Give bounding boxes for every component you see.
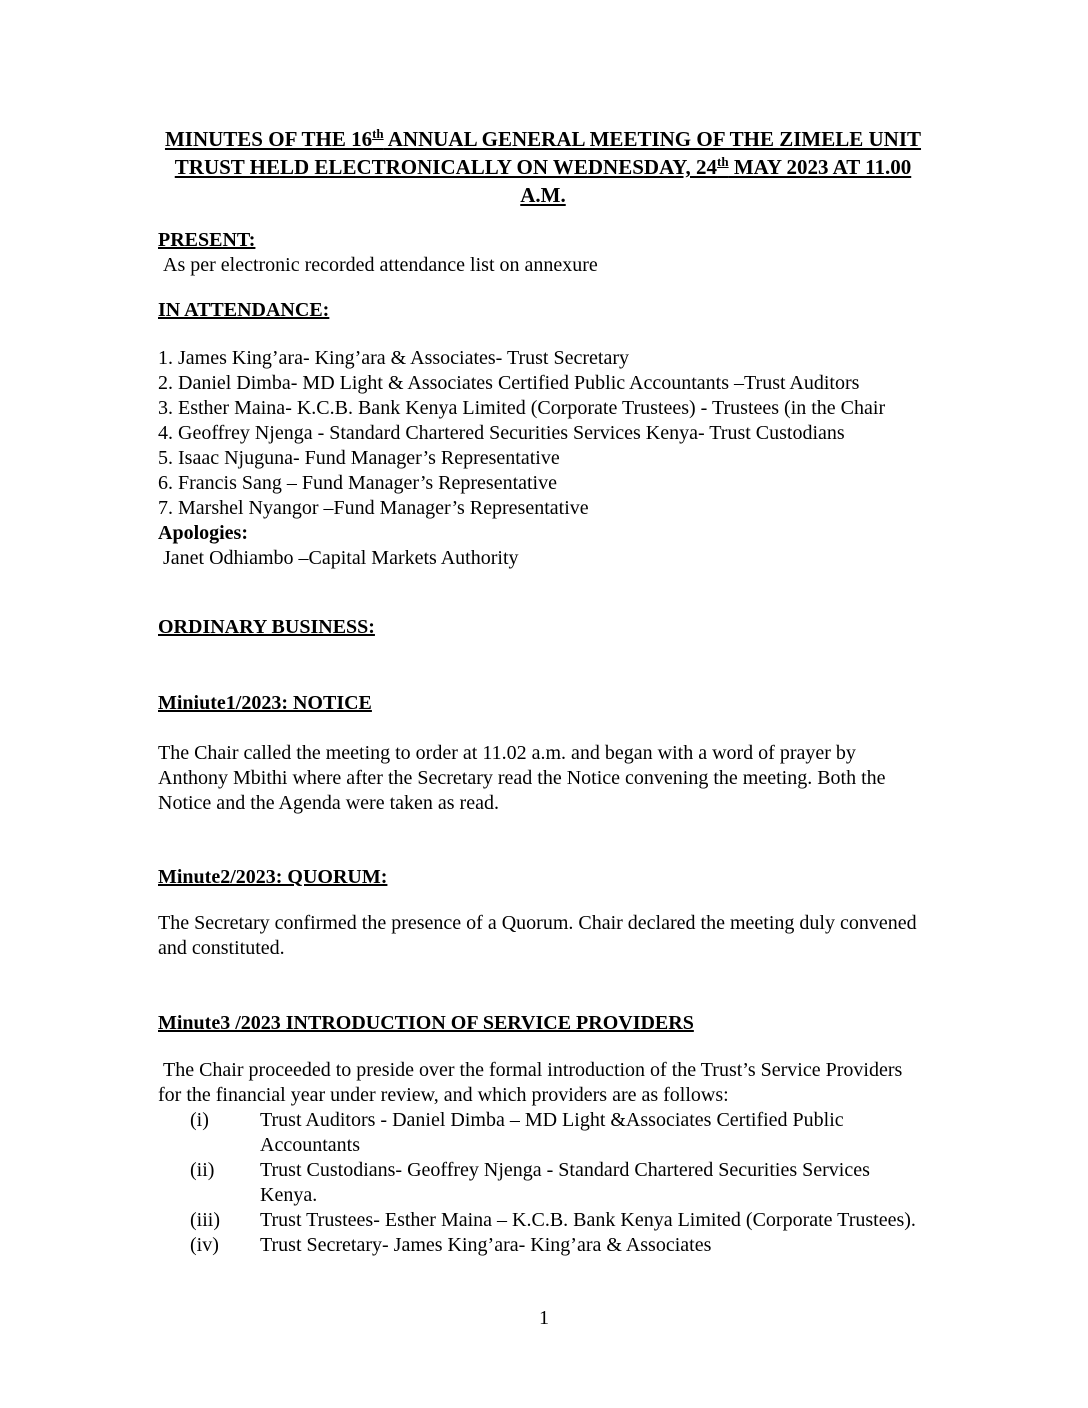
ordinary-business-heading: ORDINARY BUSINESS:: [158, 616, 375, 638]
attendance-item: 3. Esther Maina- K.C.B. Bank Kenya Limited (Corporate Trustees) - Trustees (in the Chair: [158, 397, 886, 419]
minute2-heading: Minute2/2023: QUORUM:: [158, 866, 388, 888]
apologies-body: Janet Odhiambo –Capital Markets Authority: [163, 547, 519, 569]
service-provider-item: [158, 1158, 928, 1208]
service-provider-text: Trust Trustees- Esther Maina – K.C.B. Bank Kenya Limited (Corporate Trustees).: [260, 1209, 916, 1231]
list-roman-numeral: (iv): [190, 1234, 219, 1256]
title-line-2: [158, 153, 928, 209]
list-roman-numeral: (ii): [190, 1159, 215, 1181]
minute2-body: The Secretary confirmed the presence of a Quorum. Chair declared the meeting duly convened and constituted.: [158, 912, 917, 959]
minute3-intro: The Chair proceeded to preside over the formal introduction of the Trust’s Service Providers for the financial year under review, and which providers are as follows:: [158, 1059, 903, 1106]
service-provider-text: Trust Auditors - Daniel Dimba – MD Light &Associates Certified Public Accountants: [260, 1109, 844, 1156]
attendance-item: 4. Geoffrey Njenga - Standard Chartered Securities Services Kenya- Trust Custodians: [158, 422, 845, 444]
service-provider-text: Trust Secretary- James King’ara- King’ara & Associates: [260, 1234, 712, 1256]
service-provider-item: [158, 1108, 928, 1158]
attendance-item: 6. Francis Sang – Fund Manager’s Representative: [158, 472, 557, 494]
title-line-1: [158, 125, 928, 153]
ordinal-superscript: th: [372, 126, 384, 141]
service-provider-item: [158, 1208, 928, 1233]
service-providers-list: [158, 1108, 928, 1258]
title-line-2-text: TRUST HELD ELECTRONICALLY ON WEDNESDAY, 24: [174, 155, 718, 179]
page-number: 1: [539, 1307, 549, 1329]
present-body: As per electronic recorded attendance list on annexure: [163, 254, 598, 276]
service-provider-item: [158, 1233, 928, 1258]
list-roman-numeral: (iii): [190, 1209, 220, 1231]
apologies-heading: Apologies:: [158, 522, 248, 544]
attendance-item: 5. Isaac Njuguna- Fund Manager’s Representative: [158, 447, 560, 469]
minute1-heading: Miniute1/2023: NOTICE: [158, 692, 372, 714]
title-line-1-rest: ANNUAL GENERAL MEETING OF THE ZIMELE UNIT: [383, 127, 922, 151]
minute1-body: The Chair called the meeting to order at 11.02 a.m. and began with a word of prayer by Anthony Mbithi where after the Secretary read the Notice convening the meeting. Both the Notice and the Agenda were taken as read.: [158, 742, 886, 814]
title-line-2-rest: MAY 2023 AT 11.00 A.M.: [520, 155, 912, 207]
present-heading: PRESENT:: [158, 229, 256, 251]
attendance-item: 1. James King’ara- King’ara & Associates- Trust Secretary: [158, 347, 629, 369]
list-roman-numeral: (i): [190, 1109, 209, 1131]
attendance-item: 7. Marshel Nyangor –Fund Manager’s Representative: [158, 497, 589, 519]
service-provider-text: Trust Custodians- Geoffrey Njenga - Standard Chartered Securities Services Kenya.: [260, 1159, 870, 1206]
attendance-list: [158, 346, 928, 571]
minute3-heading: Minute3 /2023 INTRODUCTION OF SERVICE PROVIDERS: [158, 1012, 694, 1034]
attendance-item: 2. Daniel Dimba- MD Light & Associates Certified Public Accountants –Trust Auditors: [158, 372, 860, 394]
ordinal-superscript: th: [717, 154, 729, 169]
attendance-heading: IN ATTENDANCE:: [158, 299, 330, 321]
document-title: [158, 125, 928, 209]
title-line-1-text: MINUTES OF THE 16: [164, 127, 373, 151]
